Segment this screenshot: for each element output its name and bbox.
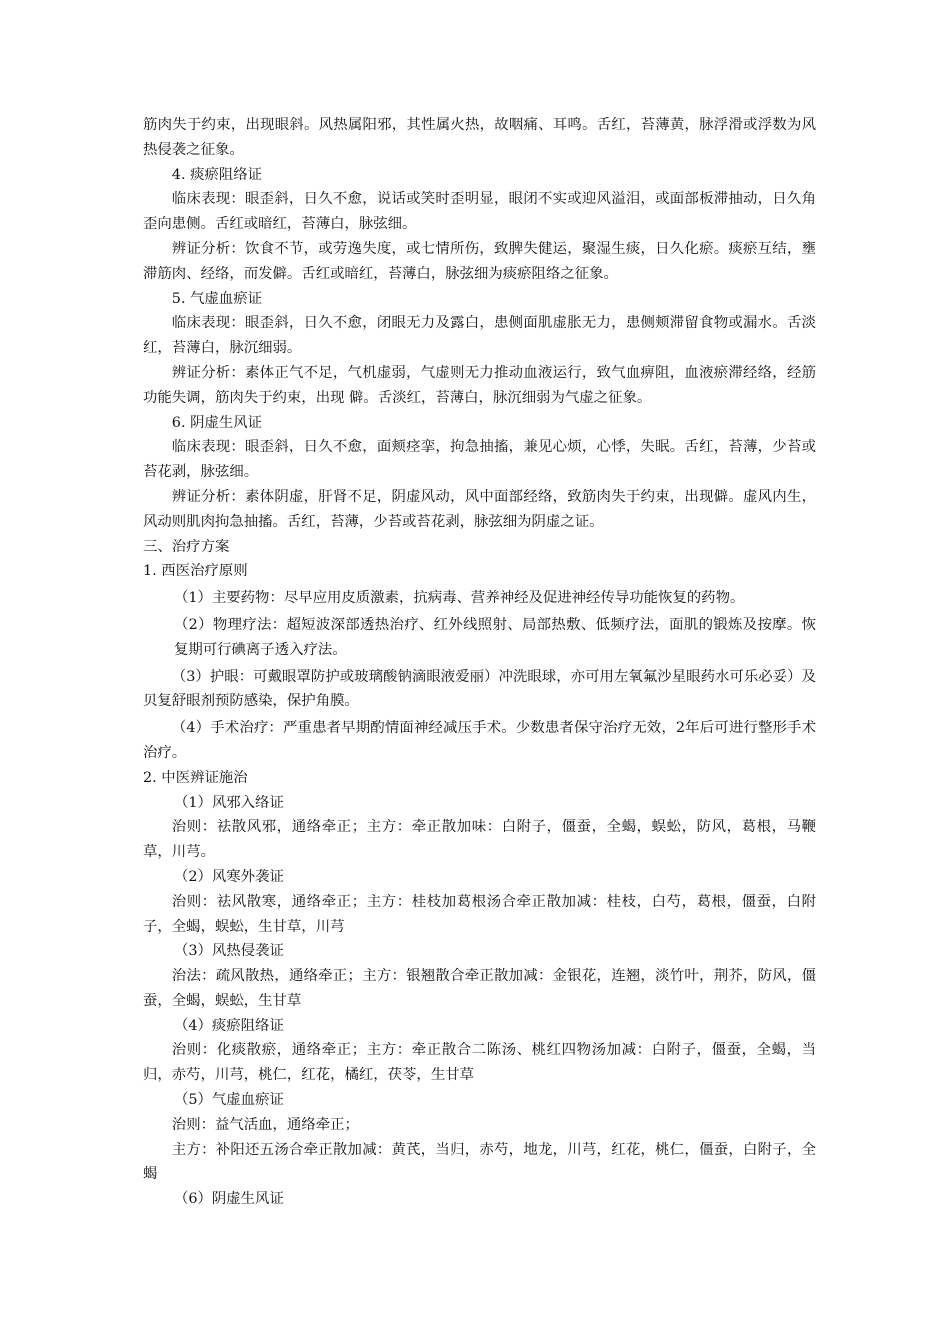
body-paragraph: 治则：祛风散寒，通络牵正；主方：桂枝加葛根汤合牵正散加减：桂枝，白芍，葛根，僵蚕，白附子，全蝎，蜈蚣，生甘草，川芎	[143, 893, 816, 935]
subsection-heading: （4）痰瘀阻络证	[173, 1017, 284, 1034]
body-paragraph: 治法：疏风散热，通络牵正；主方：银翘散合牵正散加减：金银花，连翘，淡竹叶，荆芥，防风，僵蚕，全蝎，蜈蚣，生甘草	[143, 968, 816, 1009]
body-paragraph: 临床表现：眼歪斜，日久不愈，说话或笑时歪明显，眼闭不实或迎风溢泪，或面部板滞抽动，日久角歪向患侧。舌红或暗红，苔薄白，脉弦细。	[143, 191, 816, 233]
list-item: （2）物理疗法：超短波深部透热治疗、红外线照射、局部热敷、低频疗法，面肌的锻炼及按摩。恢复期可行碘离子透入疗法。	[173, 616, 816, 658]
body-paragraph: 临床表现：眼歪斜，日久不愈，面颊痉挛，拘急抽搐，兼见心烦，心悸，失眠。舌红，苔薄，少苔或苔花剥，脉弦细。	[143, 439, 816, 481]
list-item: （4）手术治疗：严重患者早期酌情面神经减压手术。少数患者保守治疗无效，2年后可进行整形手术治疗。	[143, 720, 816, 761]
section-heading: 三、治疗方案	[143, 538, 230, 555]
body-paragraph: 治则：祛散风邪，通络牵正；主方：牵正散加味：白附子，僵蚕，全蝎，蜈蚣，防风，葛根，马鞭草，川芎。	[143, 819, 816, 861]
document-body	[143, 113, 816, 1212]
subsection-heading: （3）风热侵袭证	[173, 943, 284, 960]
subsection-heading: 6. 阴虚生风证	[171, 414, 263, 431]
subsection-heading: 4. 痰瘀阻络证	[171, 166, 263, 183]
list-item: （3）护眼：可戴眼罩防护或玻璃酸钠滴眼液爱丽）冲洗眼球，亦可用左氧氟沙星眼药水可乐必妥）及贝复舒眼剂预防感染，保护角膜。	[143, 668, 816, 710]
body-paragraph: 主方：补阳还五汤合牵正散加减：黄芪，当归，赤芍，地龙，川芎，红花，桃仁，僵蚕，白附子，全蝎	[143, 1141, 816, 1183]
subsection-heading: 5. 气虚血瘀证	[171, 290, 263, 307]
body-paragraph: 治则：益气活血，通络牵正；	[171, 1116, 359, 1133]
body-paragraph: 治则：化痰散瘀，通络牵正；主方：牵正散合二陈汤、桃红四物汤加减：白附子，僵蚕，全蝎，当归，赤芍，川芎，桃仁，红花，橘红，茯苓，生甘草	[143, 1042, 816, 1084]
body-paragraph: 辨证分析：饮食不节，或劳逸失度，或七情所伤，致脾失健运，聚湿生痰，日久化瘀。痰瘀互结，壅滞筋肉、经络，而发僻。舌红或暗红，苔薄白，脉弦细为痰瘀阻络之征象。	[143, 240, 816, 282]
body-paragraph: 临床表现：眼歪斜，日久不愈，闭眼无力及露白，患侧面肌虚胀无力，患侧颊滞留食物或漏水。舌淡红，苔薄白，脉沉细弱。	[143, 315, 816, 357]
subsection-heading: （1）风邪入络证	[173, 794, 284, 811]
body-paragraph: 辨证分析：素体正气不足，气机虚弱，气虚则无力推动血液运行，致气血痹阻，血液瘀滞经络，经筋功能失调，筋肉失于约束，出现 僻。舌淡红，苔薄白，脉沉细弱为气虚之征象。	[143, 364, 816, 406]
subsection-heading: （5）气虚血瘀证	[173, 1092, 284, 1109]
section-heading: 2. 中医辨证施治	[143, 769, 248, 786]
section-heading: 1. 西医治疗原则	[143, 563, 248, 580]
body-paragraph: 筋肉失于约束，出现眼斜。风热属阳邪，其性属火热，故咽痛、耳鸣。舌红，苔薄黄，脉浮滑或浮数为风热侵袭之征象。	[143, 117, 816, 158]
body-paragraph: 辨证分析：素体阴虚，肝肾不足，阴虚风动，风中面部经络，致筋肉失于约束，出现僻。虚风内生，风动则肌肉拘急抽搐。舌红，苔薄，少苔或苔花剥，脉弦细为阴虚之证。	[143, 488, 816, 530]
subsection-heading: （6）阴虚生风证	[173, 1191, 284, 1208]
list-item: （1）主要药物：尽早应用皮质激素，抗病毒、营养神经及促进神经传导功能恢复的药物。	[173, 590, 745, 607]
subsection-heading: （2）风寒外袭证	[173, 868, 284, 885]
